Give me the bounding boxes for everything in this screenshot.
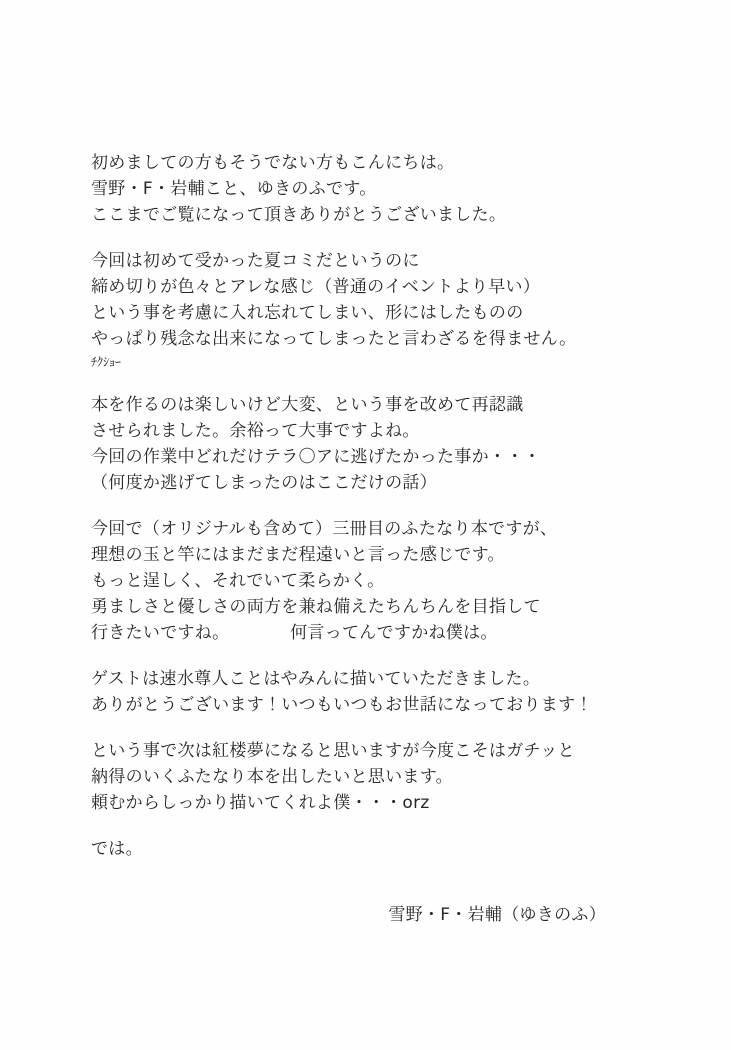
paragraph-guest-thanks xyxy=(91,666,676,718)
paragraph-greeting xyxy=(91,150,676,228)
text-line: もっと逞しく、それでいて柔らかく。 xyxy=(91,571,385,591)
text-line: では。 xyxy=(91,839,143,859)
afterword-text xyxy=(91,150,676,928)
text-line: 行きたいですね。 何言ってんですかね僕は。 xyxy=(91,623,498,643)
text-line: 勇ましさと優しさの両方を兼ね備えたちんちんを目指して xyxy=(91,597,541,617)
text-line: という事を考慮に入れ忘れてしまい、形にはしたものの xyxy=(91,303,524,323)
text-line: させられました。余裕って大事ですよね。 xyxy=(91,421,420,441)
text-line: 頼むからしっかり描いてくれよ僕・・・orz xyxy=(91,793,430,813)
paragraph-next-event xyxy=(91,738,676,816)
paragraph-third-book xyxy=(91,516,676,646)
text-line: 納得のいくふたなり本を出したいと思います。 xyxy=(91,767,453,787)
paragraph-deadline xyxy=(91,248,676,372)
text-line: やっぱり残念な出来になってしまったと言わざるを得ません。 xyxy=(91,329,577,349)
small-text-line: ﾁｸｼｮｰ xyxy=(91,355,122,369)
text-line: ゲストは速水尊人ことはやみんに描いていただきました。 xyxy=(91,669,541,689)
text-line: 本を作るのは楽しいけど大変、という事を改めて再認識 xyxy=(91,395,524,415)
text-line: ここまでご覧になって頂きありがとうございました。 xyxy=(91,205,507,225)
author-signature xyxy=(91,902,676,928)
paragraph-closing xyxy=(91,836,676,862)
text-line: 今回の作業中どれだけテラ〇アに逃げたかった事か・・・ xyxy=(91,447,541,467)
text-line: 締め切りが色々とアレな感じ（普通のイベントより早い） xyxy=(91,277,541,297)
text-line: 雪野・F・岩輔こと、ゆきのふです。 xyxy=(91,179,377,199)
text-line: 今回で（オリジナルも含めて）三冊目のふたなり本ですが、 xyxy=(91,519,558,539)
text-line: という事で次は紅楼夢になると思いますが今度こそはガチッと xyxy=(91,741,575,761)
text-line: 今回は初めて受かった夏コミだというのに xyxy=(91,251,420,271)
text-line: 理想の玉と竿にはまだまだ程遠いと言った感じです。 xyxy=(91,545,505,565)
signature-text: 雪野・F・岩輔（ゆきのふ） xyxy=(388,905,606,925)
text-line: （何度か逃げてしまったのはここだけの話） xyxy=(91,473,437,493)
paragraph-making-books xyxy=(91,392,676,496)
text-line: ありがとうございます！いつもいつもお世話になっております！ xyxy=(91,695,593,715)
text-line: 初めましての方もそうでない方もこんにちは。 xyxy=(91,153,455,173)
